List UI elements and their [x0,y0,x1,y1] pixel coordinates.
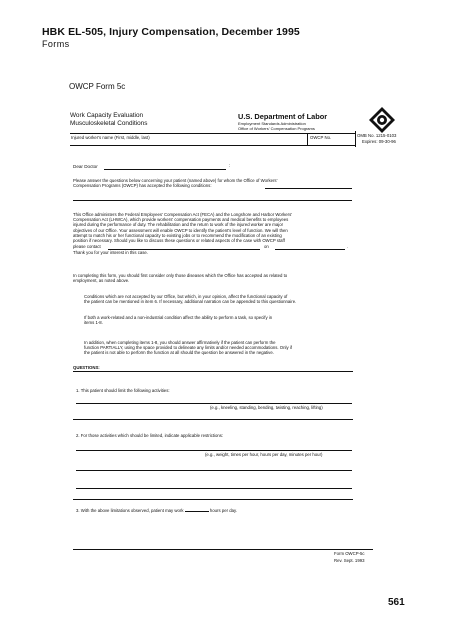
omb-expires: Expires: 09-30-96 [362,139,396,144]
q1-answer-line[interactable] [76,403,352,404]
instructions-3 [84,315,364,325]
form-title [70,112,147,128]
conditions-line-2[interactable] [73,200,352,201]
question-3-text-b: hours per day. [209,508,238,513]
owcp-no-label: OWCP No. [310,135,332,140]
agency-subtitle [238,121,315,131]
form-title-line2: Musculoskeletal Conditions [70,120,148,127]
intro-text [73,178,363,188]
questions-heading: QUESTIONS: [73,365,100,370]
q1-divider [73,419,353,420]
page-number: 561 [388,597,405,608]
q1-hint: (e.g., kneeling, standing, bending, twisting, reaching, lifting) [210,405,323,410]
form-title-line1: Work Capacity Evaluation [70,112,144,119]
instructions-1-line: employment, as noted above. [73,278,130,284]
page-header-subtitle: Forms [42,39,70,49]
header-rule-top [70,133,356,134]
questions-rule [73,371,353,372]
instructions-2 [84,294,364,304]
conditions-line-1[interactable] [265,188,352,189]
para-admin [73,212,363,243]
dear-doctor-colon: : [229,163,231,168]
question-2: 2. For those activities which should be limited, indicate applicable restrictions: [76,433,224,438]
please-contact-label: please contact [73,244,101,249]
question-3 [76,507,237,513]
instructions-1 [73,273,363,283]
contact-phone-field[interactable] [275,249,345,250]
dol-logo-icon [368,106,396,134]
para-admin-line: This Office administers the Federal Employees' Compensation Act (FECA) and the Longshore and Harbor Workers' [73,212,293,217]
instructions-1-line: In completing this form, you should first consider only those diseases which the Office has accepted as related to [73,273,288,278]
footer-revision: Rev. Sept. 1993 [334,558,365,563]
instructions-2-line: the patient can be mentioned in item 6. If necessary, additional narration can be appended to this questionnaire. [84,299,297,305]
page-header-title: HBK EL-505, Injury Compensation, December 1995 [42,26,300,38]
q2-answer-line-2[interactable] [76,470,352,471]
hours-per-day-field[interactable] [185,507,209,512]
worker-name-label: Injured worker's name (First, middle, last) [71,135,150,140]
worker-name-field[interactable] [72,140,304,145]
instructions-4-line: In addition, when completing items 1-8, you should answer affirmatively if the patient can perform the [84,340,276,345]
para-admin-line: attempt to match his or her functional capacity to existing jobs or to recommend the modification of an existing [73,232,282,238]
dear-doctor-label: Dear Doctor [73,164,98,169]
header-rule-bottom [70,145,356,146]
intro-line2: Compensation Programs (OWCP) has accepted the following conditions: [73,183,212,189]
instructions-2-line: Conditions which are not accepted by our Office, but which, in your opinion, affect the functional capacity of [84,294,288,299]
footer-rule [73,549,373,550]
instructions-4 [84,340,364,356]
thank-you-text: Thank you for your interest in this case. [73,250,148,255]
omb-number: OMB No. 1215-0103 [357,133,397,138]
intro-line1: Please answer the questions below concerning your patient (named above) for whom the Office of Workers' [73,178,278,183]
q2-answer-line-3[interactable] [76,488,352,489]
agency-line1: Employment Standards Administration [238,121,306,126]
para-admin-line: objectives of our Office. Your assessment will enable OWCP to identify the patient's level of function. We will then [73,227,288,233]
q2-hint: (e.g., weight, times per hour, hours per day, minutes per hour) [205,452,323,457]
omb-divider [355,131,356,147]
on-label: on [264,244,269,249]
instructions-4-line: function PARTIALLY, using the space provided to delineate any limits and/or needed accommodations. Only if [84,345,292,351]
footer-form-id: Form OWCP-5c [334,551,365,556]
para-admin-line: Compensation Act (LHWCA), which provide workers' compensation payments and medical benefits to employees [73,217,289,223]
owcp-divider [307,133,308,145]
contact-period: . [347,244,349,249]
instructions-4-line: the patient is not able to perform the function at all should the question be answered in the negative. [84,350,274,356]
agency-name: U.S. Department of Labor [238,112,328,121]
para-admin-line: injured during the performance of duty. The rehabilitation and the return to work of the injured worker are major [73,222,284,228]
para-admin-line: position if necessary. Should you like to discuss these questions or related aspects of the case with OWCP staff [73,238,285,244]
form-number: OWCP Form 5c [69,82,126,91]
question-1: 1. This patient should limit the following activities: [76,388,170,393]
q2-divider [73,499,353,500]
owcp-no-field[interactable] [310,140,352,145]
agency-line2: Office of Workers' Compensation Programs [238,126,315,131]
instructions-3-line: items 1-8. [84,320,103,326]
q2-answer-line-1[interactable] [76,450,352,451]
doctor-name-field[interactable] [104,169,226,170]
instructions-3-line: If both a work-related and a non-industrial condition affect the ability to perform a task, so specify in [84,315,273,320]
question-3-text-a: 3. With the above limitations observed, patient may work [76,508,184,513]
